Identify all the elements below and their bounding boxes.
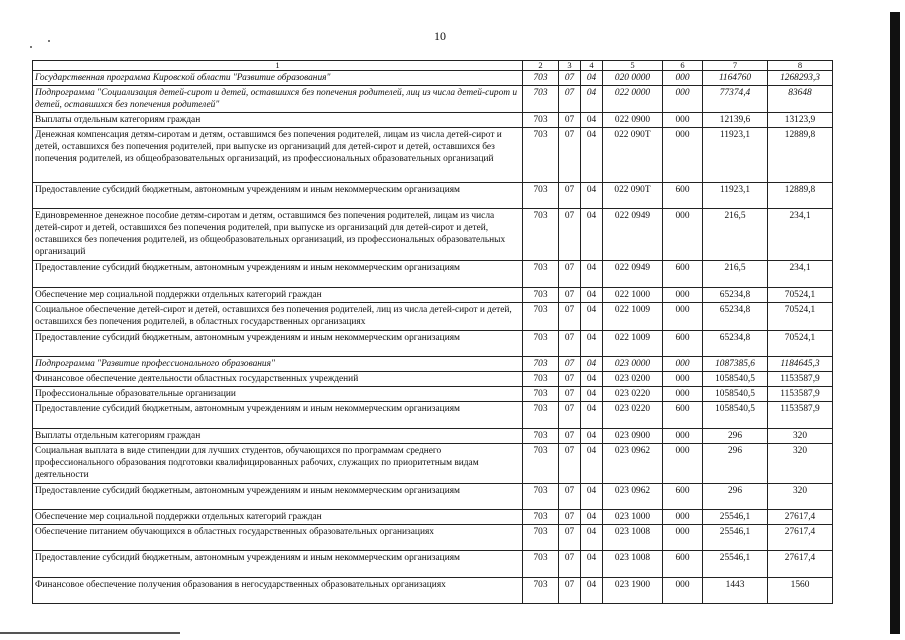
row-amount-year2-cell: 27617,4: [768, 510, 833, 525]
row-admin-code-cell: 703: [523, 578, 559, 604]
row-name-cell: Подпрограмма "Социализация детей-сирот и детей, оставшихся без попечения родителей, лиц из числа детей-сирот и детей, оставшихся без попечения родителей": [33, 86, 523, 113]
row-amount-year2-cell: 1184645,3: [768, 357, 833, 372]
row-amount-year2-cell: 12889,8: [768, 183, 833, 209]
row-expense-type-cell: 000: [663, 288, 703, 303]
row-target-article-cell: 023 0962: [603, 484, 663, 510]
row-amount-year1-cell: 1058540,5: [703, 372, 768, 387]
row-amount-year2-cell: 12889,8: [768, 128, 833, 183]
row-subsection-cell: 04: [581, 303, 603, 331]
table-row: [33, 387, 833, 402]
row-admin-code-cell: 703: [523, 303, 559, 331]
row-name-cell: Выплаты отдельным категориям граждан: [33, 113, 523, 128]
table-row: [33, 402, 833, 429]
row-amount-year2-cell: 234,1: [768, 261, 833, 288]
row-admin-code-cell: 703: [523, 551, 559, 578]
table-row: [33, 128, 833, 183]
row-amount-year1-cell: 25546,1: [703, 525, 768, 551]
row-subsection-cell: 04: [581, 331, 603, 357]
row-admin-code-cell: 703: [523, 183, 559, 209]
row-target-article-cell: 022 090Т: [603, 183, 663, 209]
row-amount-year1-cell: 216,5: [703, 261, 768, 288]
table-row: [33, 183, 833, 209]
row-expense-type-cell: 600: [663, 261, 703, 288]
row-name-cell: Денежная компенсация детям-сиротам и детям, оставшимся без попечения родителей, лицам из числа детей-сирот и детей, оставшихся без попечения родителей, при выпуске из организаций для детей-сирот и детей, оставшихся без попечения родителей, из общеобразовательных организаций, из профессиональных образовательных организаций: [33, 128, 523, 183]
row-subsection-cell: 04: [581, 551, 603, 578]
row-target-article-cell: 023 0962: [603, 444, 663, 484]
row-expense-type-cell: 600: [663, 183, 703, 209]
row-amount-year1-cell: 1058540,5: [703, 387, 768, 402]
table-row: [33, 86, 833, 113]
row-expense-type-cell: 000: [663, 303, 703, 331]
row-subsection-cell: 04: [581, 578, 603, 604]
row-subsection-cell: 04: [581, 71, 603, 86]
table-row: [33, 288, 833, 303]
row-target-article-cell: 023 1008: [603, 525, 663, 551]
row-target-article-cell: 023 0220: [603, 402, 663, 429]
row-target-article-cell: 023 0220: [603, 387, 663, 402]
row-target-article-cell: 023 1900: [603, 578, 663, 604]
row-expense-type-cell: 000: [663, 86, 703, 113]
row-expense-type-cell: 000: [663, 444, 703, 484]
row-subsection-cell: 04: [581, 372, 603, 387]
row-subsection-cell: 04: [581, 444, 603, 484]
row-target-article-cell: 023 0200: [603, 372, 663, 387]
row-amount-year1-cell: 65234,8: [703, 331, 768, 357]
row-admin-code-cell: 703: [523, 510, 559, 525]
row-target-article-cell: 023 1000: [603, 510, 663, 525]
table-row: [33, 71, 833, 86]
row-expense-type-cell: 600: [663, 551, 703, 578]
row-target-article-cell: 020 0000: [603, 71, 663, 86]
table-row: [33, 484, 833, 510]
row-admin-code-cell: 703: [523, 261, 559, 288]
table-row: [33, 525, 833, 551]
row-amount-year1-cell: 296: [703, 429, 768, 444]
row-expense-type-cell: 000: [663, 71, 703, 86]
row-expense-type-cell: 600: [663, 484, 703, 510]
row-amount-year1-cell: 11923,1: [703, 183, 768, 209]
row-expense-type-cell: 600: [663, 402, 703, 429]
table-row: [33, 331, 833, 357]
row-section-cell: 07: [559, 444, 581, 484]
table-row: [33, 510, 833, 525]
row-target-article-cell: 022 090Т: [603, 128, 663, 183]
row-amount-year2-cell: 27617,4: [768, 525, 833, 551]
row-amount-year2-cell: 1153587,9: [768, 387, 833, 402]
budget-table: [32, 60, 833, 604]
row-admin-code-cell: 703: [523, 331, 559, 357]
row-section-cell: 07: [559, 71, 581, 86]
row-name-cell: Предоставление субсидий бюджетным, автономным учреждениям и иным некоммерческим организациям: [33, 484, 523, 510]
row-section-cell: 07: [559, 303, 581, 331]
table-row: [33, 113, 833, 128]
row-subsection-cell: 04: [581, 357, 603, 372]
table-row: [33, 261, 833, 288]
row-expense-type-cell: 000: [663, 578, 703, 604]
row-section-cell: 07: [559, 510, 581, 525]
row-section-cell: 07: [559, 261, 581, 288]
row-section-cell: 07: [559, 578, 581, 604]
scan-speck: [30, 46, 32, 48]
row-name-cell: Финансовое обеспечение деятельности областных государственных учреждений: [33, 372, 523, 387]
row-subsection-cell: 04: [581, 128, 603, 183]
row-name-cell: Предоставление субсидий бюджетным, автономным учреждениям и иным некоммерческим организациям: [33, 261, 523, 288]
row-expense-type-cell: 000: [663, 128, 703, 183]
row-section-cell: 07: [559, 525, 581, 551]
row-name-cell: Предоставление субсидий бюджетным, автономным учреждениям и иным некоммерческим организациям: [33, 551, 523, 578]
row-amount-year1-cell: 216,5: [703, 209, 768, 261]
row-target-article-cell: 022 0949: [603, 261, 663, 288]
row-amount-year1-cell: 11923,1: [703, 128, 768, 183]
scan-bottom-mark: [0, 632, 180, 634]
row-section-cell: 07: [559, 331, 581, 357]
table-header-row: [33, 61, 833, 71]
row-subsection-cell: 04: [581, 288, 603, 303]
row-amount-year2-cell: 320: [768, 429, 833, 444]
row-name-cell: Предоставление субсидий бюджетным, автономным учреждениям и иным некоммерческим организациям: [33, 331, 523, 357]
row-amount-year1-cell: 296: [703, 444, 768, 484]
column-number-header: 1: [33, 61, 523, 71]
table-row: [33, 357, 833, 372]
row-name-cell: Предоставление субсидий бюджетным, автономным учреждениям и иным некоммерческим организациям: [33, 402, 523, 429]
row-amount-year2-cell: 1268293,3: [768, 71, 833, 86]
row-amount-year1-cell: 12139,6: [703, 113, 768, 128]
row-admin-code-cell: 703: [523, 71, 559, 86]
row-subsection-cell: 04: [581, 113, 603, 128]
row-name-cell: Подпрограмма "Развитие профессионального образования": [33, 357, 523, 372]
column-number-header: 8: [768, 61, 833, 71]
table-row: [33, 209, 833, 261]
row-subsection-cell: 04: [581, 387, 603, 402]
row-expense-type-cell: 000: [663, 429, 703, 444]
row-amount-year2-cell: 70524,1: [768, 288, 833, 303]
column-number-header: 4: [581, 61, 603, 71]
row-section-cell: 07: [559, 183, 581, 209]
row-admin-code-cell: 703: [523, 525, 559, 551]
row-expense-type-cell: 000: [663, 209, 703, 261]
table-row: [33, 578, 833, 604]
page-number: 10: [434, 29, 446, 43]
row-subsection-cell: 04: [581, 510, 603, 525]
row-section-cell: 07: [559, 357, 581, 372]
row-admin-code-cell: 703: [523, 86, 559, 113]
budget-table-body: [33, 61, 833, 604]
row-admin-code-cell: 703: [523, 402, 559, 429]
row-amount-year2-cell: 1153587,9: [768, 402, 833, 429]
row-target-article-cell: 022 0949: [603, 209, 663, 261]
row-name-cell: Обеспечение мер социальной поддержки отдельных категорий граждан: [33, 288, 523, 303]
row-target-article-cell: 022 1009: [603, 331, 663, 357]
row-amount-year2-cell: 13123,9: [768, 113, 833, 128]
row-subsection-cell: 04: [581, 484, 603, 510]
row-amount-year2-cell: 83648: [768, 86, 833, 113]
row-target-article-cell: 023 0900: [603, 429, 663, 444]
row-name-cell: Профессиональные образовательные организации: [33, 387, 523, 402]
row-amount-year1-cell: 1443: [703, 578, 768, 604]
column-number-header: 6: [663, 61, 703, 71]
row-target-article-cell: 023 1008: [603, 551, 663, 578]
row-admin-code-cell: 703: [523, 357, 559, 372]
row-amount-year2-cell: 1560: [768, 578, 833, 604]
row-admin-code-cell: 703: [523, 113, 559, 128]
row-subsection-cell: 04: [581, 525, 603, 551]
row-name-cell: Обеспечение мер социальной поддержки отдельных категорий граждан: [33, 510, 523, 525]
table-row: [33, 429, 833, 444]
row-expense-type-cell: 600: [663, 331, 703, 357]
row-amount-year2-cell: 234,1: [768, 209, 833, 261]
row-admin-code-cell: 703: [523, 128, 559, 183]
row-amount-year1-cell: 65234,8: [703, 288, 768, 303]
row-target-article-cell: 022 1009: [603, 303, 663, 331]
row-section-cell: 07: [559, 402, 581, 429]
row-amount-year2-cell: 320: [768, 444, 833, 484]
column-number-header: 2: [523, 61, 559, 71]
row-target-article-cell: 022 0900: [603, 113, 663, 128]
row-amount-year1-cell: 296: [703, 484, 768, 510]
row-section-cell: 07: [559, 128, 581, 183]
row-subsection-cell: 04: [581, 402, 603, 429]
row-subsection-cell: 04: [581, 86, 603, 113]
row-name-cell: Государственная программа Кировской области "Развитие образования": [33, 71, 523, 86]
table-row: [33, 303, 833, 331]
row-expense-type-cell: 000: [663, 113, 703, 128]
column-number-header: 5: [603, 61, 663, 71]
row-amount-year2-cell: 70524,1: [768, 331, 833, 357]
row-admin-code-cell: 703: [523, 209, 559, 261]
row-amount-year2-cell: 70524,1: [768, 303, 833, 331]
row-admin-code-cell: 703: [523, 429, 559, 444]
row-amount-year2-cell: 320: [768, 484, 833, 510]
table-row: [33, 551, 833, 578]
row-amount-year1-cell: 65234,8: [703, 303, 768, 331]
row-amount-year1-cell: 25546,1: [703, 510, 768, 525]
row-expense-type-cell: 000: [663, 357, 703, 372]
row-amount-year1-cell: 1087385,6: [703, 357, 768, 372]
row-expense-type-cell: 000: [663, 510, 703, 525]
row-name-cell: Обеспечение питанием обучающихся в областных государственных образовательных организациях: [33, 525, 523, 551]
row-name-cell: Единовременное денежное пособие детям-сиротам и детям, оставшимся без попечения родителей, лицам из числа детей-сирот и детей, оставшихся без попечения родителей, при выпуске из организаций для детей-сирот и детей, оставшихся без попечения родителей, из общеобразовательных организаций, из профессиональных образовательных организаций: [33, 209, 523, 261]
row-amount-year2-cell: 1153587,9: [768, 372, 833, 387]
row-section-cell: 07: [559, 209, 581, 261]
row-subsection-cell: 04: [581, 209, 603, 261]
row-amount-year1-cell: 25546,1: [703, 551, 768, 578]
row-subsection-cell: 04: [581, 183, 603, 209]
scan-edge-shadow: [890, 12, 900, 634]
row-section-cell: 07: [559, 429, 581, 444]
row-expense-type-cell: 000: [663, 372, 703, 387]
row-section-cell: 07: [559, 551, 581, 578]
row-admin-code-cell: 703: [523, 288, 559, 303]
row-amount-year2-cell: 27617,4: [768, 551, 833, 578]
row-target-article-cell: 022 0000: [603, 86, 663, 113]
row-expense-type-cell: 000: [663, 387, 703, 402]
row-section-cell: 07: [559, 372, 581, 387]
row-section-cell: 07: [559, 288, 581, 303]
row-section-cell: 07: [559, 113, 581, 128]
row-name-cell: Социальная выплата в виде стипендии для лучших студентов, обучающихся по программам среднего профессионального образования подготовки квалифицированных рабочих, служащих по приоритетным видам деятельности: [33, 444, 523, 484]
row-section-cell: 07: [559, 387, 581, 402]
row-subsection-cell: 04: [581, 261, 603, 288]
row-amount-year1-cell: 1058540,5: [703, 402, 768, 429]
table-row: [33, 372, 833, 387]
row-name-cell: Предоставление субсидий бюджетным, автономным учреждениям и иным некоммерческим организациям: [33, 183, 523, 209]
row-admin-code-cell: 703: [523, 444, 559, 484]
column-number-header: 7: [703, 61, 768, 71]
row-name-cell: Выплаты отдельным категориям граждан: [33, 429, 523, 444]
row-target-article-cell: 023 0000: [603, 357, 663, 372]
row-admin-code-cell: 703: [523, 387, 559, 402]
row-subsection-cell: 04: [581, 429, 603, 444]
row-target-article-cell: 022 1000: [603, 288, 663, 303]
row-amount-year1-cell: 1164760: [703, 71, 768, 86]
row-amount-year1-cell: 77374,4: [703, 86, 768, 113]
row-admin-code-cell: 703: [523, 484, 559, 510]
row-section-cell: 07: [559, 86, 581, 113]
row-name-cell: Социальное обеспечение детей-сирот и детей, оставшихся без попечения родителей, лиц из числа детей-сирот и детей, оставшихся без попечения родителей, в областных государственных организациях: [33, 303, 523, 331]
column-number-header: 3: [559, 61, 581, 71]
row-expense-type-cell: 000: [663, 525, 703, 551]
table-row: [33, 444, 833, 484]
row-admin-code-cell: 703: [523, 372, 559, 387]
row-section-cell: 07: [559, 484, 581, 510]
scan-speck: [48, 40, 50, 42]
row-name-cell: Финансовое обеспечение получения образования в негосударственных образовательных организациях: [33, 578, 523, 604]
